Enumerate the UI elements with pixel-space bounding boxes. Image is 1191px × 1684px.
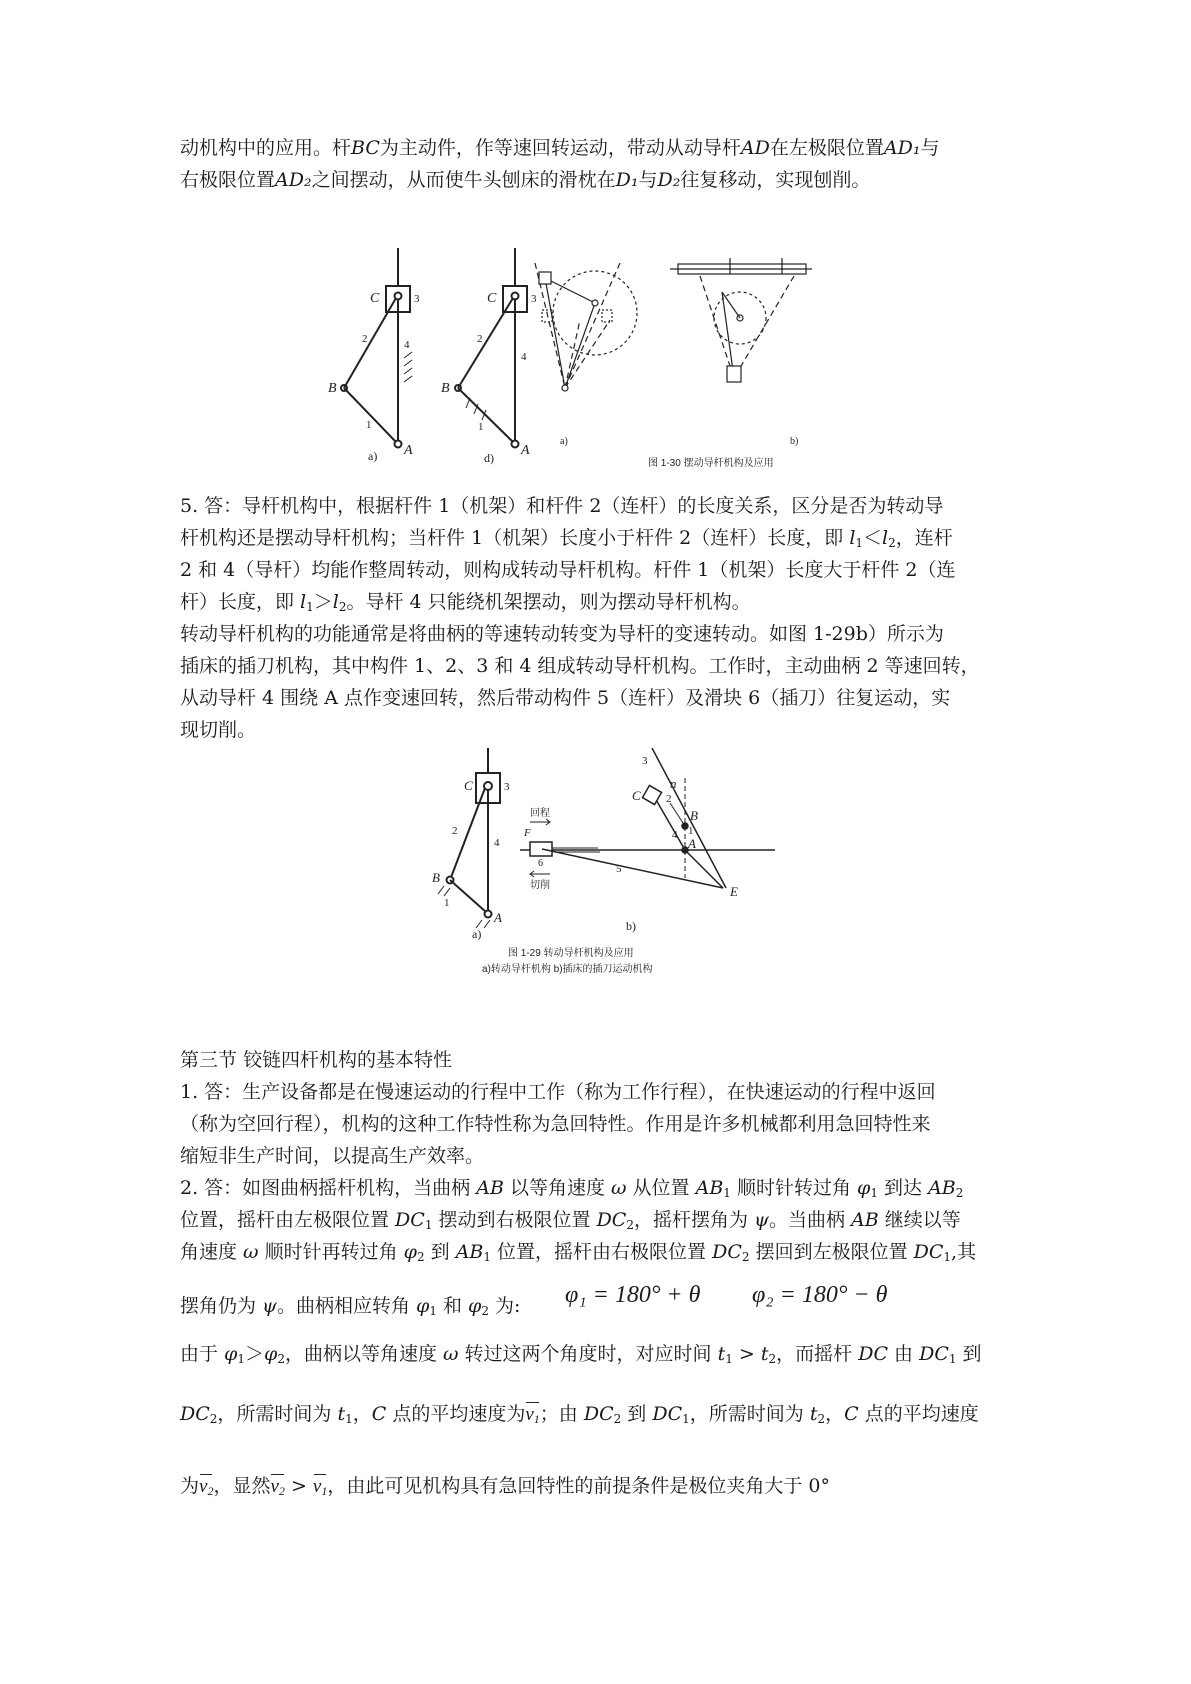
fig129-cut-stroke: 切削 — [530, 880, 550, 891]
fig129-label-b-b: B — [690, 808, 698, 823]
formula-phi1: φ₁ = 180° + θ — [565, 1282, 701, 1308]
fig129-label-c: C — [464, 778, 473, 793]
label-1-d: 1 — [478, 421, 484, 433]
label-a-d: A — [521, 443, 530, 458]
fig129-label-a-b: A — [688, 836, 696, 851]
paragraph-quick-return: 1. 答：生产设备都是在慢速运动的行程中工作（称为工作行程），在快速运动的行程中返回 （称为空回行程），机构的这种工作特性称为急回特性。作用是许多机械都利用急回特性来 缩短非生产时间，以提高生产效率。 — [180, 1081, 936, 1167]
label-c: C — [370, 291, 380, 306]
fig129-label-6: 6 — [538, 858, 543, 869]
label-4-d: 4 — [521, 351, 527, 363]
figure-1-30-caption: 图 1-30 摆动导杆机构及应用 — [648, 458, 774, 469]
fig129-label-3-b: 3 — [642, 755, 648, 767]
v1-bar-compare: $v_1$ — [312, 1476, 328, 1498]
fig129-label-c-b: C — [632, 788, 641, 803]
sub-caption-a1: a) — [368, 449, 378, 463]
label-a: A — [404, 443, 413, 458]
label-b: B — [328, 381, 337, 396]
label-3: 3 — [414, 293, 420, 305]
v2-bar: $v_2$ — [199, 1476, 214, 1498]
label-b-d: B — [441, 381, 450, 396]
fig129-label-a: A — [494, 910, 502, 925]
fig129-label-4-b: 4 — [672, 829, 678, 841]
paragraph-conclusion: 为 $v_2$，显然 $v_2$ > $v_1$，由此可见机构具有急回特性的前提条件是极位夹角大于 0° — [180, 1475, 830, 1498]
fig129-label-e: E — [730, 884, 738, 899]
sub-caption-a2: a) — [560, 436, 568, 447]
fig129-label-5: 5 — [616, 863, 622, 875]
label-c-d: C — [487, 291, 497, 306]
fig129-sub-a: a) — [472, 927, 482, 941]
figure-1-29 — [430, 748, 810, 988]
paragraph-average-speed: $DC_2$，所需时间为 $t_1$，C 点的平均速度为 $v_1$；由 $DC_2$ 到 $DC_1$，所需时间为 $t_2$，C 点的平均速度 — [180, 1403, 979, 1426]
paragraph-time-compare: 由于 $\varphi_1>\varphi_2$，曲柄以等角速度 ω 转过这两个角度时，对应时间 $t_1 > t_2$，而摇杆 DC 由 $DC_1$ 到 — [180, 1343, 982, 1366]
fig129-label-3: 3 — [504, 781, 510, 793]
fig129-label-n: n — [670, 776, 677, 791]
fig129-label-f: F — [524, 827, 531, 839]
v1-bar: $v_1$ — [525, 1404, 540, 1426]
v2-bar-compare: $v_2$ — [270, 1476, 285, 1498]
section-title: 第三节 铰链四杆机构的基本特性 — [180, 1049, 453, 1071]
paragraph-crank-rocker: 2. 答：如图曲柄摇杆机构，当曲柄 AB 以等角速度 ω 从位置 $AB_1$ 顺时针转过角 $\varphi_1$ 到达 $AB_2$ 位置，摇杆由左极限位置 $DC_1$ 摆动到右极限位置 $DC_2$，摇杆摆角为 ψ。当曲柄 AB 继续以等 角速度 ω 顺时针再转过角 $\varphi_2$ 到 $AB_1$ 位置，摇杆由右极限位置 $DC_2$ 摆回到左极限位置 $DC_1$,其 — [180, 1177, 977, 1264]
fig129-label-2: 2 — [452, 825, 458, 837]
figure-1-29-subcaption: a)转动导杆机构 b)插床的插刀运动机构 — [482, 964, 653, 975]
paragraph-crank-angles: 摆角仍为 ψ。曲柄相应转角 $\varphi_1$ 和 $\varphi_2$ 为: — [180, 1295, 521, 1318]
figure-1-29-caption: 图 1-29 转动导杆机构及应用 — [508, 948, 634, 959]
figure-1-30 — [320, 248, 880, 478]
label-3-d: 3 — [531, 293, 537, 305]
label-1: 1 — [366, 419, 372, 431]
label-4: 4 — [404, 339, 410, 351]
fig129-label-2-b: 2 — [666, 793, 672, 805]
fig129-label-1-b: 1 — [688, 825, 694, 837]
fig129-sub-b: b) — [626, 919, 636, 933]
fig129-label-b: B — [432, 870, 440, 885]
label-2-d: 2 — [477, 333, 483, 345]
fig129-label-1: 1 — [444, 897, 450, 909]
formula-phi2: φ₂ = 180° − θ — [752, 1282, 888, 1308]
label-2: 2 — [362, 333, 368, 345]
paragraph-swing-guide: 动机构中的应用。杆BC为主动件，作等速回转运动，带动从动导杆AD在左极限位置AD₁与 右极限位置AD₂之间摆动，从而使牛头刨床的滑枕在D₁与D₂往复移动，实现刨削。 — [180, 137, 940, 191]
fig129-return-stroke: 回程 — [530, 808, 550, 819]
sub-caption-b: b) — [790, 436, 799, 447]
paragraph-guide-mechanism: 5. 答：导杆机构中，根据杆件 1（机架）和杆件 2（连杆）的长度关系，区分是否为转动导 杆机构还是摆动导杆机构；当杆件 1（机架）长度小于杆件 2（连杆）长度，即 $l_1<l_2$，连杆 2 和 4（导杆）均能作整周转动，则构成转动导杆机构。杆件 1（机架）长度大于杆件 2（连 杆）长度，即 $l_1>l_2$。导杆 4 只能绕机架摆动，则为摆动导杆机构。 转动导杆机构的功能通常是将曲柄的等速转动转变为导杆的变速转动。如图 1-29b）所示为 插床的插刀机构，其中构件 1、2、3 和 4 组成转动导杆机构。工作时，主动曲柄 2 等速回转， 从动导杆 4 围绕 A 点作变速回转，然后带动构件 5（连杆）及滑块 6（插刀）往复运动，实 现切削。 — [180, 495, 980, 741]
fig129-label-4: 4 — [494, 837, 500, 849]
sub-caption-d: d) — [484, 451, 494, 465]
